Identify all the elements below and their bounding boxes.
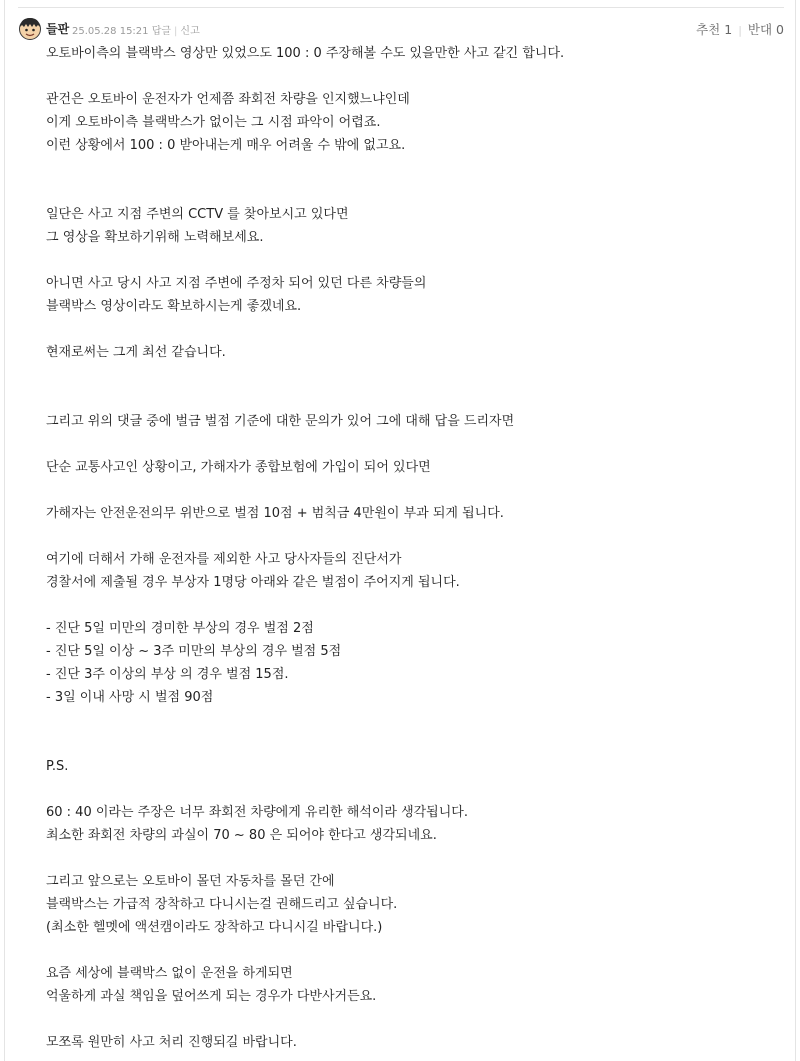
comment-line: 관건은 오토바이 운전자가 언제쯤 좌회전 차량을 인지했느냐인데 <box>46 92 410 107</box>
comment-line: 60 : 40 이라는 주장은 너무 좌회전 차량에게 유리한 해석이라 생각됩니다. <box>46 805 468 820</box>
comment-line <box>46 65 776 88</box>
comment-line <box>46 847 776 870</box>
comment-line <box>46 318 776 341</box>
comment-line: 현재로써는 그게 최선 같습니다. <box>46 345 226 360</box>
oppose-count: 0 <box>776 22 784 37</box>
comment-line <box>46 157 776 180</box>
report-link[interactable]: 신고 <box>180 26 200 37</box>
comment-line <box>46 433 776 456</box>
recommend-count: 1 <box>724 22 733 37</box>
comment-line: - 진단 3주 이상의 부상 의 경우 벌점 15점. <box>46 667 289 682</box>
comment-line: 모쪼록 원만히 사고 처리 진행되길 바랍니다. <box>46 1035 297 1050</box>
comment-line <box>46 594 776 617</box>
author-name[interactable]: 들판 <box>46 22 70 36</box>
comment-line <box>46 778 776 801</box>
comment-line: (최소한 헬멧에 액션캠이라도 장착하고 다니시길 바랍니다.) <box>46 920 383 935</box>
comment-line: 경찰서에 제출될 경우 부상자 1명당 아래와 같은 벌점이 주어지게 됩니다. <box>46 575 460 590</box>
comment-meta <box>72 22 200 37</box>
comment-header <box>18 16 784 42</box>
vote-box <box>696 20 784 38</box>
comment-line: 최소한 좌회전 차량의 과실이 70 ~ 80 은 되어야 한다고 생각되네요. <box>46 828 437 843</box>
oppose-label: 반대 <box>747 22 773 37</box>
recommend-label: 추천 <box>696 22 721 37</box>
comment-line: 억울하게 과실 책임을 덮어쓰게 되는 경우가 다반사거든요. <box>46 989 377 1004</box>
comment-line: 가해자는 안전운전의무 위반으로 벌점 10점 + 범칙금 4만원이 부과 되게 됩니다. <box>46 506 504 521</box>
comment-line: - 진단 5일 미만의 경미한 부상의 경우 벌점 2점 <box>46 621 314 636</box>
comment-line: P.S. <box>46 759 69 774</box>
comment-line: 블랙박스는 가급적 장착하고 다니시는걸 권해드리고 싶습니다. <box>46 897 398 912</box>
comment-line <box>46 479 776 502</box>
comment-line <box>46 364 776 387</box>
comment-body <box>46 42 776 1054</box>
comment-line: 아니면 사고 당시 사고 지점 주변에 주정차 되어 있던 다른 차량들의 <box>46 276 427 291</box>
divider <box>18 7 784 8</box>
comment-line: 일단은 사고 지점 주변의 CCTV 를 찾아보시고 있다면 <box>46 207 349 222</box>
comment-line <box>46 732 776 755</box>
vote-separator: | <box>738 24 742 37</box>
comment-line: 블랙박스 영상이라도 확보하시는게 좋겠네요. <box>46 299 302 314</box>
meta-separator: | <box>174 26 178 37</box>
comment-line <box>46 939 776 962</box>
comment-line: 단순 교통사고인 상황이고, 가해자가 종합보험에 가입이 되어 있다면 <box>46 460 431 475</box>
comment-line: 이런 상황에서 100 : 0 받아내는게 매우 어려울 수 밖에 없고요. <box>46 138 406 153</box>
avatar-icon[interactable] <box>18 16 42 40</box>
comment-line: 오토바이측의 블랙박스 영상만 있었으도 100 : 0 주장해볼 수도 있을만한 사고 같긴 합니다. <box>46 46 565 61</box>
oppose-button[interactable] <box>748 22 784 37</box>
comment-date: 25.05.28 15:21 <box>72 26 149 37</box>
comment-line: 그 영상을 확보하기위해 노력해보세요. <box>46 230 264 245</box>
comment-line <box>46 249 776 272</box>
comment-line: - 진단 5일 이상 ~ 3주 미만의 부상의 경우 벌점 5점 <box>46 644 342 659</box>
comment-line <box>46 709 776 732</box>
comment-line <box>46 1008 776 1031</box>
reply-link[interactable]: 답글 <box>151 26 172 37</box>
comment-line <box>46 525 776 548</box>
comment-line: 그리고 앞으로는 오토바이 몰던 자동차를 몰던 간에 <box>46 874 335 889</box>
comment-line: 이게 오토바이측 블랙박스가 없이는 그 시점 파악이 어렵죠. <box>46 115 381 130</box>
comment-line <box>46 180 776 203</box>
recommend-button[interactable] <box>696 22 732 37</box>
comment-line: 그리고 위의 댓글 중에 벌금 벌점 기준에 대한 문의가 있어 그에 대해 답을 드리자면 <box>46 414 515 429</box>
comment-line: 여기에 더해서 가해 운전자를 제외한 사고 당사자들의 진단서가 <box>46 552 402 567</box>
comment-line <box>46 387 776 410</box>
comment-line: 요즘 세상에 블랙박스 없이 운전을 하게되면 <box>46 966 293 981</box>
comment-line: - 3일 이내 사망 시 벌점 90점 <box>46 690 214 705</box>
